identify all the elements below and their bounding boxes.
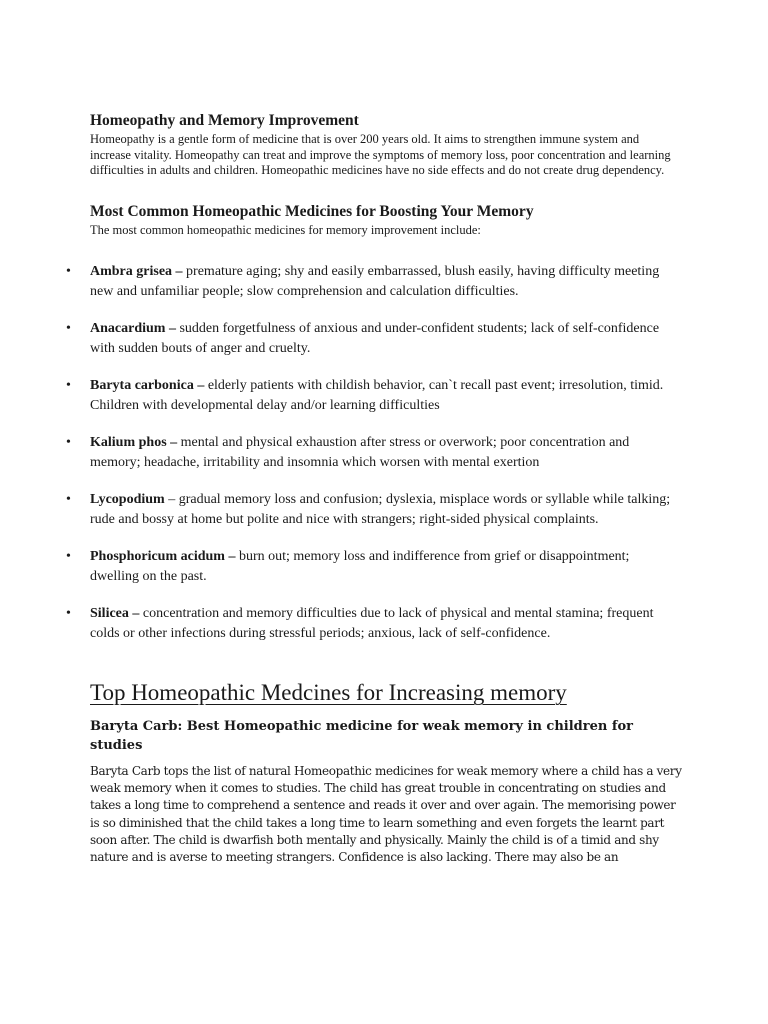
list-item — [66, 490, 680, 529]
section-heading-common-medicines: Most Common Homeopathic Medicines for Boosting Your Memory — [90, 202, 534, 220]
section-intro-paragraph: Homeopathy is a gentle form of medicine that is over 200 years old. It aims to strengthen immune system and increase vitality. Homeopathy can treat and improve the symptoms of memory loss, poor concentration and learning difficulties in adults and children. Homeopathic medicines have no side effects and do not create drug dependency. — [90, 132, 671, 177]
top-medicines-heading: Top Homeopathic Medcines for Increasing memory — [90, 680, 567, 705]
medicine-term: Phosphoricum acidum – — [90, 549, 236, 564]
list-item — [66, 319, 680, 358]
bullet-icon: • — [66, 549, 71, 564]
document-content — [66, 112, 682, 866]
bullet-icon: • — [66, 435, 71, 450]
baryta-carb-paragraph: Baryta Carb tops the list of natural Homeopathic medicines for weak memory where a child has a very weak memory when it comes to studies. The child has great trouble in concentrating on studies and takes a long time to comprehend a sentence and reads it over and over again. The memorising power is so diminished that the child takes a long time to learn something and even forgets the learnt part soon after. The child is dwarfish both mentally and physically. Mainly the child is of a timid and shy nature and is averse to meeting strangers. Confidence is also lacking. There may also be an — [90, 764, 682, 865]
baryta-carb-subheading: Baryta Carb: Best Homeopathic medicine for weak memory in children for studies — [90, 719, 633, 753]
bullet-icon: • — [66, 492, 71, 507]
medicine-term: Kalium phos – — [90, 435, 178, 450]
medicines-intro-text: The most common homeopathic medicines for memory improvement include: — [90, 222, 481, 237]
list-item — [66, 604, 680, 643]
list-item — [66, 433, 680, 472]
medicine-description: elderly patients with childish behavior, can`t recall past event; irresolution, timid. Children with developmental delay and/or learning difficulties — [90, 378, 664, 413]
medicine-term: Anacardium – — [90, 321, 176, 336]
list-item — [66, 376, 680, 415]
medicine-description: burn out; memory loss and indifference from grief or disappointment; dwelling on the past. — [90, 549, 630, 584]
medicine-description: sudden forgetfulness of anxious and under-confident students; lack of self-confidence with sudden bouts of anger and cruelty. — [90, 321, 660, 356]
bullet-icon: • — [66, 264, 71, 279]
medicine-term: Baryta carbonica – — [90, 378, 205, 393]
medicine-list — [66, 262, 682, 643]
medicine-term: Ambra grisea – — [90, 264, 183, 279]
medicine-description: mental and physical exhaustion after stress or overwork; poor concentration and memory; headache, irritability and insomnia which worsen with mental exertion — [90, 435, 630, 470]
section-heading-homeopathy-memory: Homeopathy and Memory Improvement — [90, 112, 359, 129]
bullet-icon: • — [66, 606, 71, 621]
medicine-description: concentration and memory difficulties due to lack of physical and mental stamina; frequent colds or other infections during stressful periods; anxious, lack of self-confidence. — [90, 606, 654, 641]
list-item — [66, 547, 680, 586]
bullet-icon: • — [66, 378, 71, 393]
medicine-description: premature aging; shy and easily embarrassed, blush easily, having difficulty meeting new and unfamiliar people; slow comprehension and calculation difficulties. — [90, 264, 660, 299]
bullet-icon: • — [66, 321, 71, 336]
medicine-term: Silicea – — [90, 606, 140, 621]
list-item — [66, 262, 680, 301]
medicine-description: – gradual memory loss and confusion; dyslexia, misplace words or syllable while talking; rude and bossy at home but polite and nice with strangers; right-sided physical complaints. — [90, 492, 671, 527]
medicine-term: Lycopodium — [90, 492, 165, 507]
